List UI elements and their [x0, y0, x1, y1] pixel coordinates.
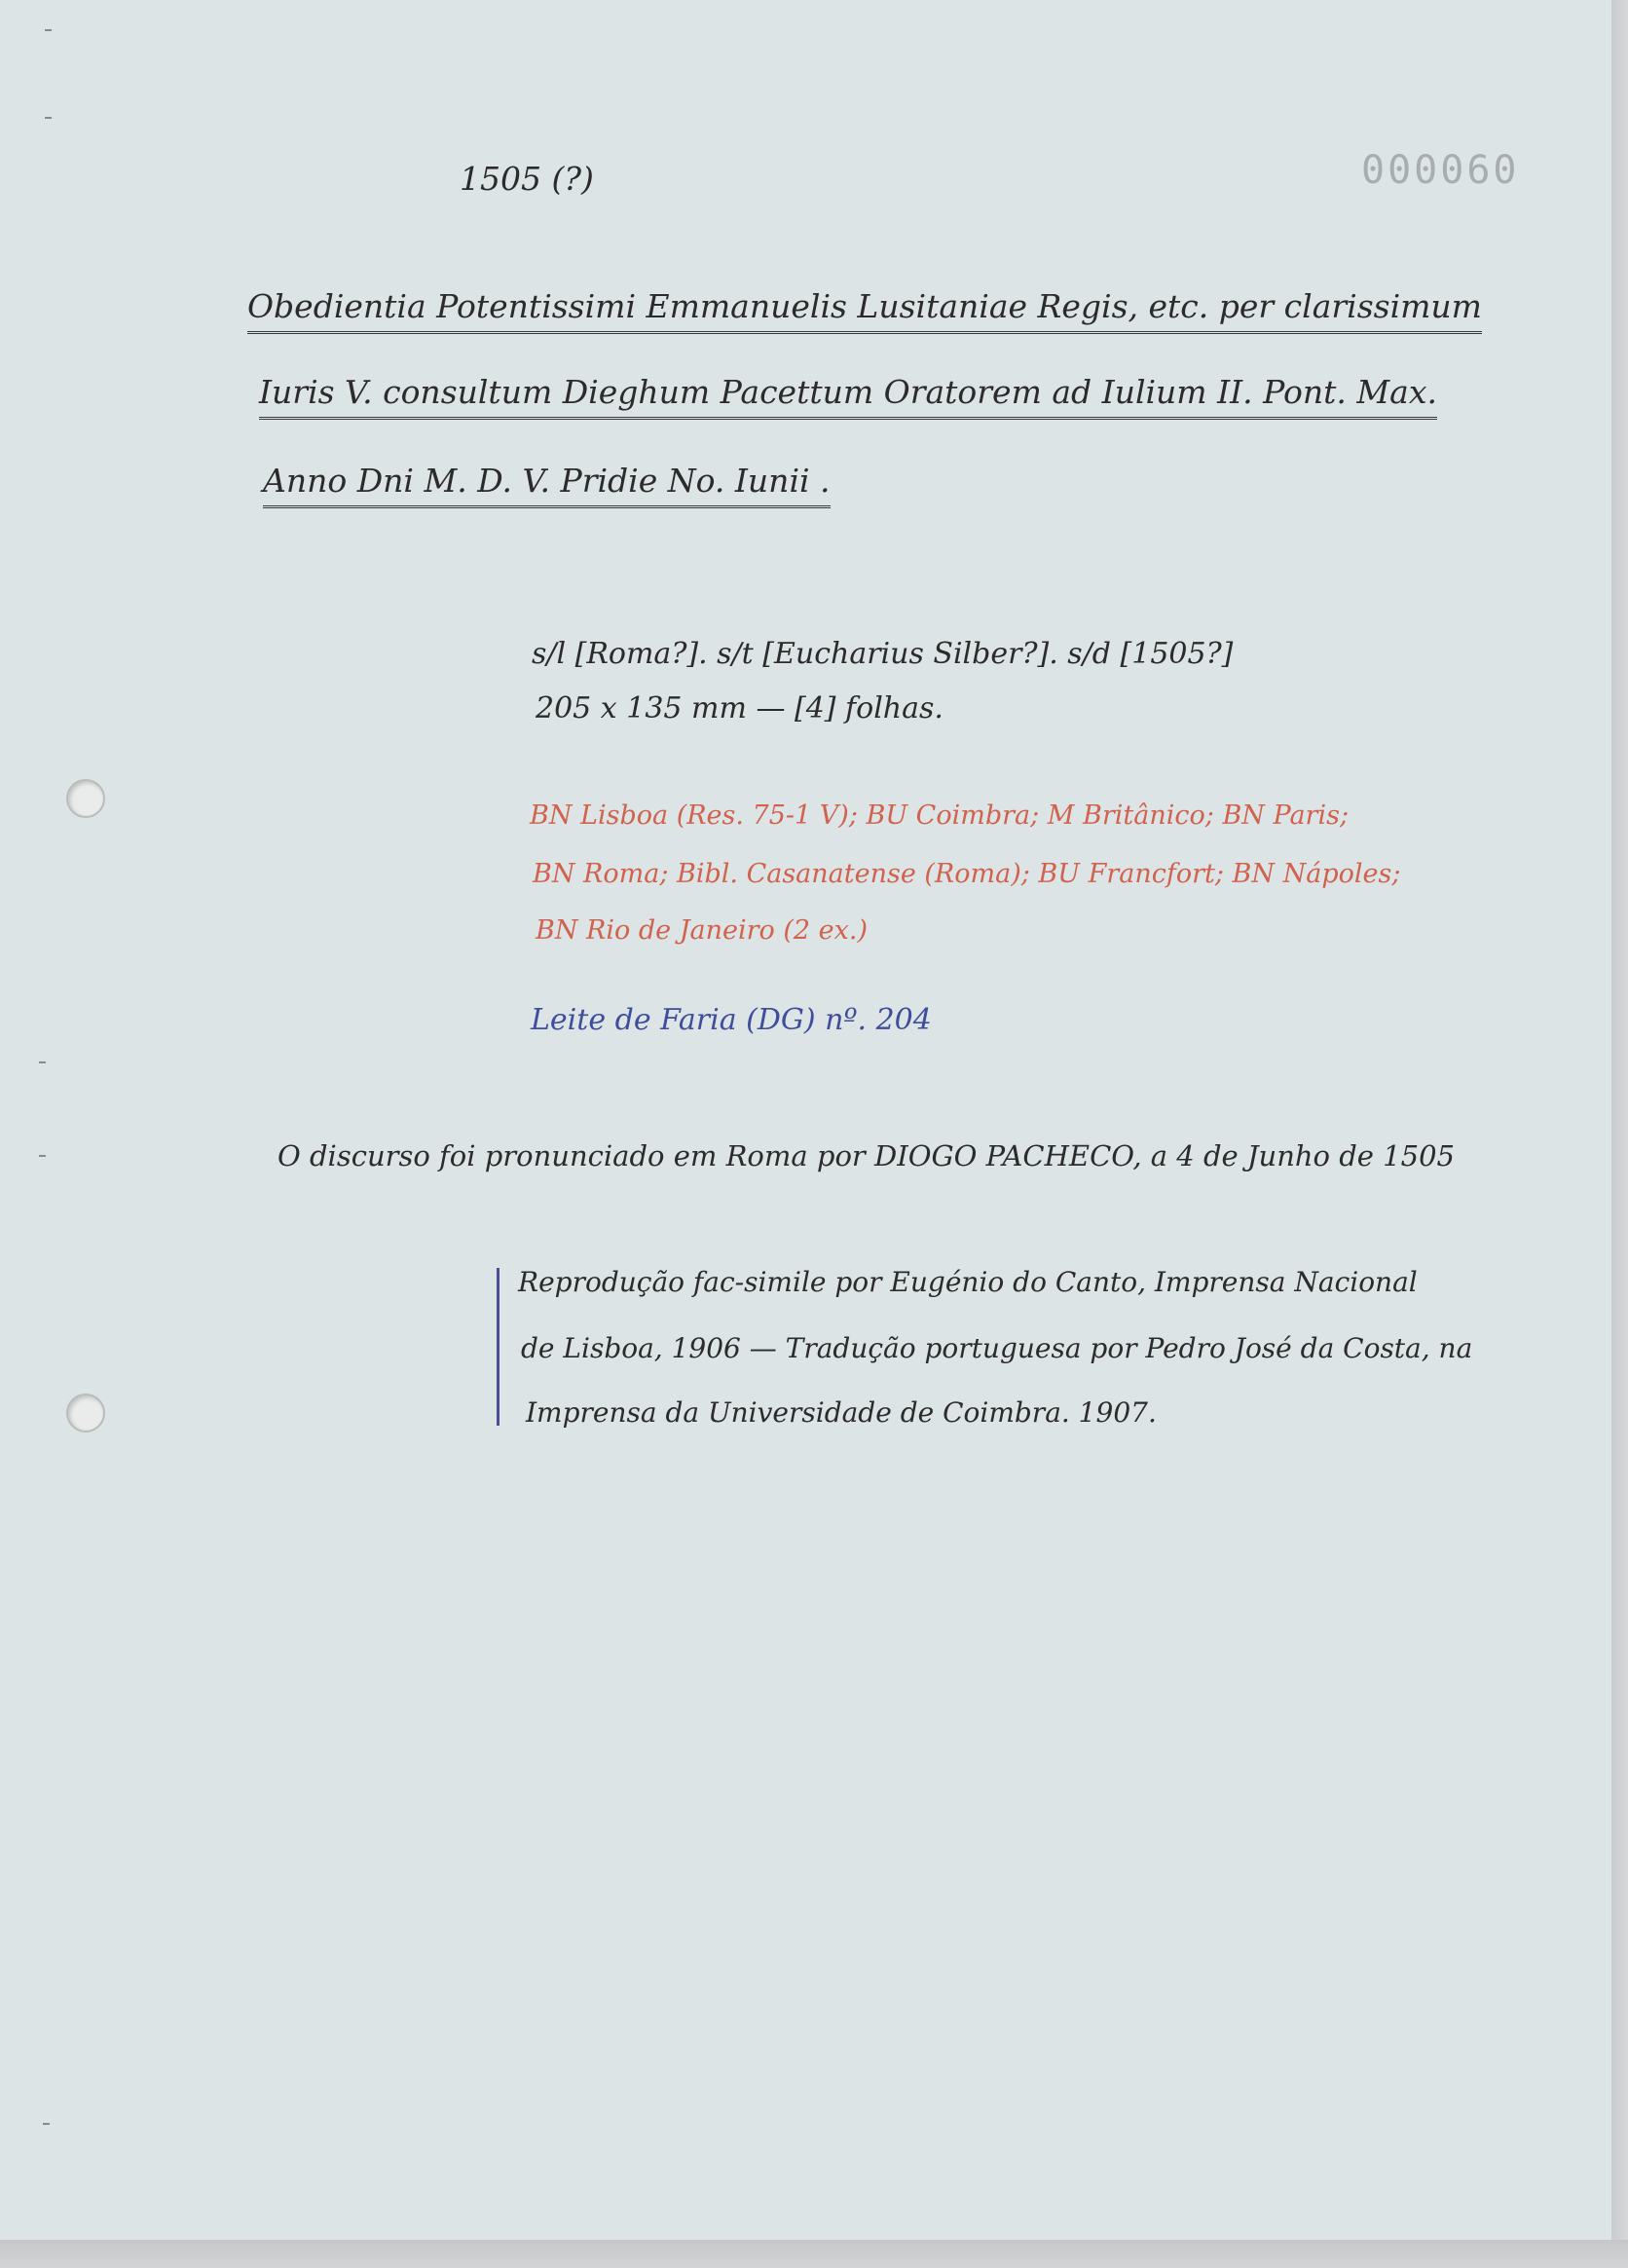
page-edge-bottom: [0, 2240, 1628, 2268]
imprint-line-1: s/l [Roma?]. s/t [Eucharius Silber?]. s/d [1505?]: [532, 637, 1234, 671]
margin-mark: [43, 2123, 50, 2125]
punch-hole-lower: [66, 1394, 105, 1432]
title-line-3: Anno Dni M. D. V. Pridie No. Iunii .: [263, 462, 831, 508]
holdings-line-2: BN Roma; Bibl. Casanatense (Roma); BU Francfort; BN Nápoles;: [533, 859, 1401, 889]
margin-mark: [39, 1061, 46, 1063]
date-heading: 1505 (?): [460, 160, 594, 198]
note-bracket: [497, 1268, 500, 1426]
imprint-line-2: 205 x 135 mm — [4] folhas.: [536, 691, 944, 725]
margin-mark: [39, 1155, 46, 1157]
reproduction-note-line-1: Reprodução fac-simile por Eugénio do Canto, Imprensa Nacional: [518, 1266, 1418, 1298]
reproduction-note-line-3: Imprensa da Universidade de Coimbra. 1907.: [526, 1396, 1157, 1429]
reproduction-note-line-2: de Lisboa, 1906 — Tradução portuguesa por Pedro José da Costa, na: [521, 1332, 1473, 1364]
speech-note: O discurso foi pronunciado em Roma por DIOGO PACHECO, a 4 de Junho de 1505: [278, 1139, 1455, 1172]
title-line-2: Iuris V. consultum Dieghum Pacettum Oratorem ad Iulium II. Pont. Max.: [259, 373, 1437, 420]
margin-mark: [45, 29, 52, 31]
margin-mark: [45, 117, 52, 119]
document-number: 000060: [1361, 148, 1520, 193]
punch-hole-upper: [66, 779, 105, 818]
holdings-line-3: BN Rio de Janeiro (2 ex.): [536, 915, 868, 946]
holdings-line-1: BN Lisboa (Res. 75-1 V); BU Coimbra; M Britânico; BN Paris;: [530, 800, 1350, 831]
page-edge-right: [1611, 0, 1628, 2268]
title-line-1: Obedientia Potentissimi Emmanuelis Lusitaniae Regis, etc. per clarissimum: [247, 287, 1482, 334]
bibliographic-reference: Leite de Faria (DG) nº. 204: [531, 1003, 932, 1037]
